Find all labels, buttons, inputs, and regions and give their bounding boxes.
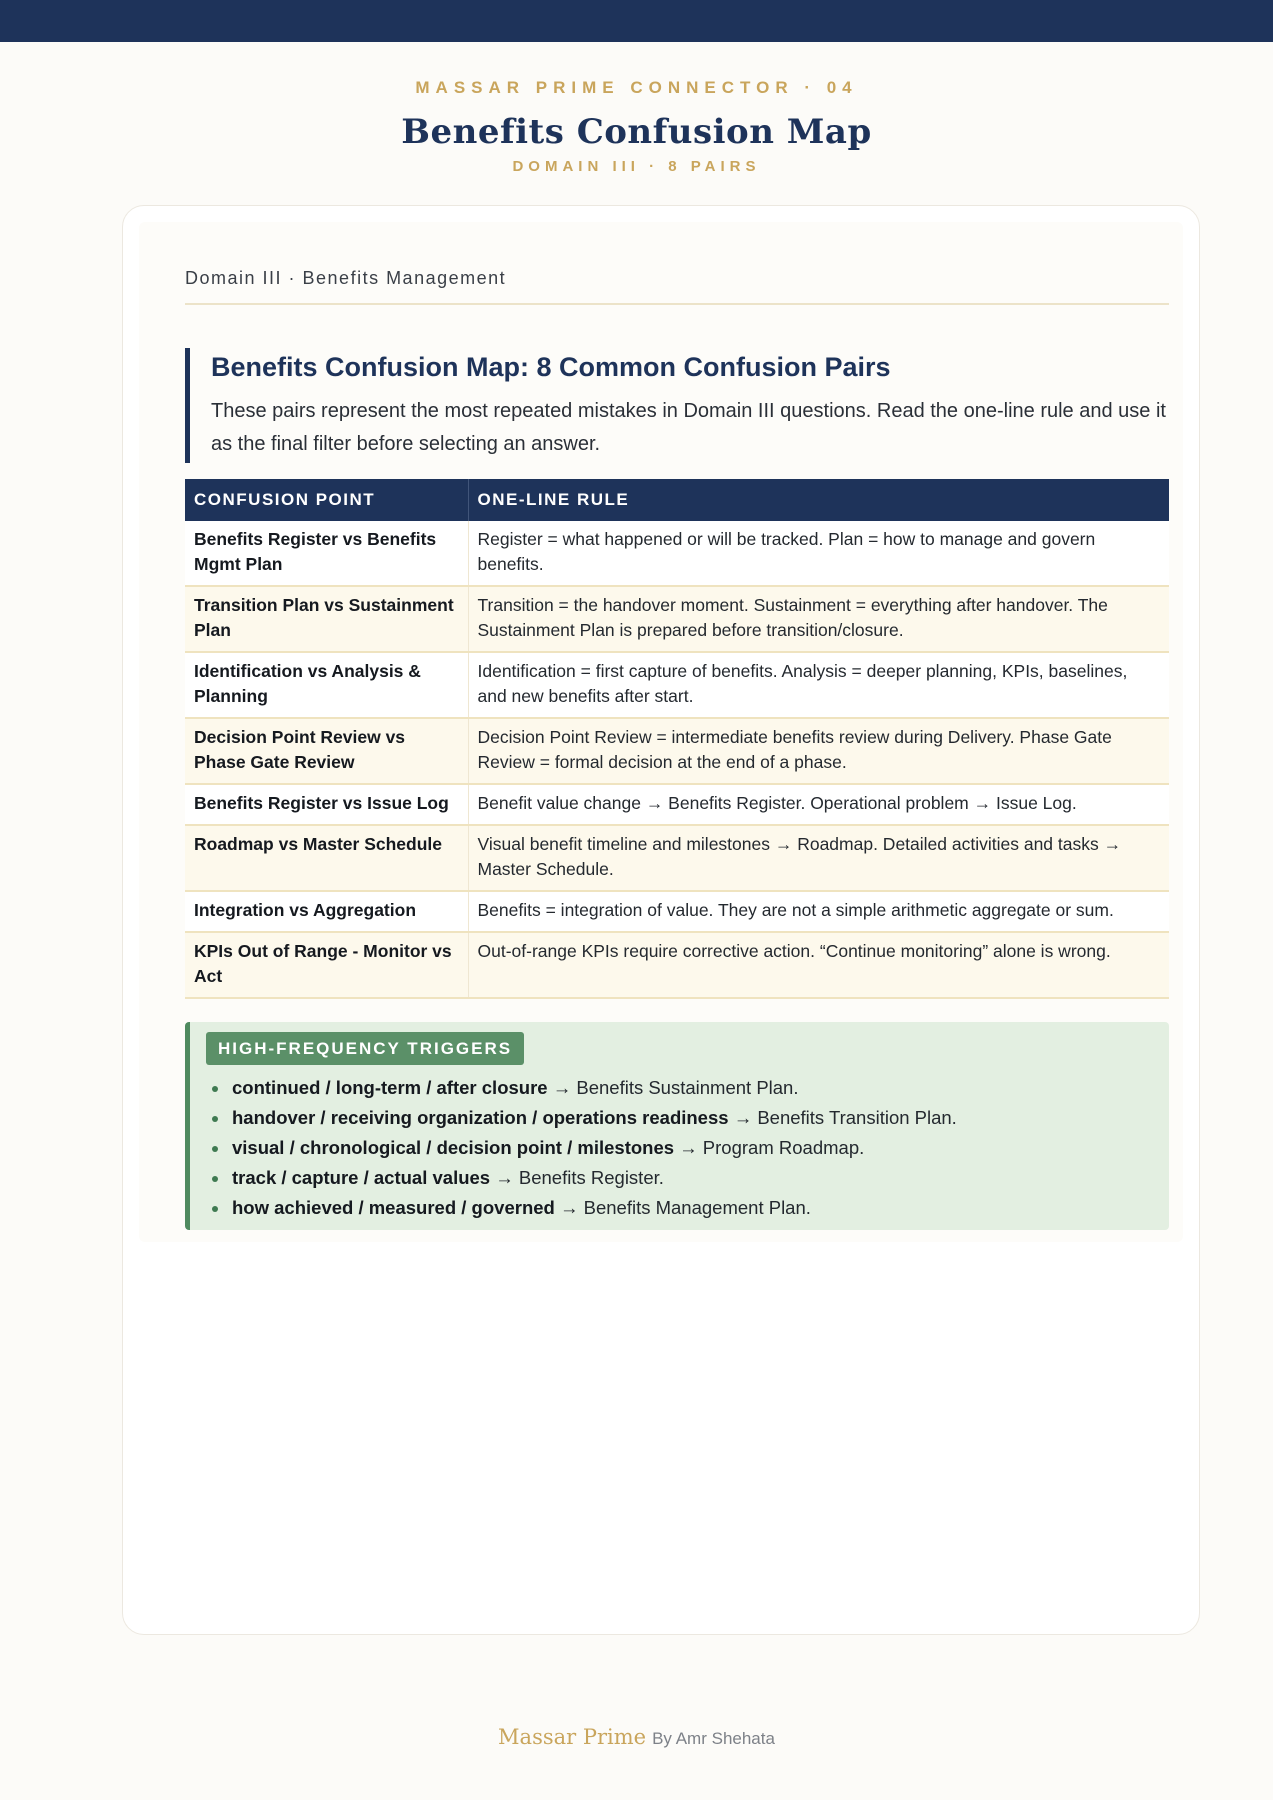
rule-cell: Benefits = integration of value. They are not a simple arithmetic aggregate or sum.: [468, 891, 1169, 932]
confusion-point-cell: Transition Plan vs Sustainment Plan: [185, 586, 468, 652]
page-header: [0, 78, 1273, 175]
confusion-point-cell: Identification vs Analysis & Planning: [185, 652, 468, 718]
intro-callout: [185, 348, 1169, 463]
table-row: [185, 652, 1169, 718]
bullet-icon: [212, 1116, 218, 1122]
section-heading: Benefits Confusion Map: 8 Common Confusion Pairs: [211, 352, 891, 382]
high-frequency-triggers-box: [185, 1022, 1169, 1230]
table-row: [185, 521, 1169, 586]
trigger-keywords: how achieved / measured / governed: [232, 1197, 555, 1218]
trigger-keywords: continued / long-term / after closure: [232, 1077, 548, 1098]
list-item: [206, 1133, 1169, 1163]
bullet-icon: [212, 1206, 218, 1212]
domain-label: Domain III · Benefits Management: [185, 268, 1169, 305]
intro-text: These pairs represent the most repeated mistakes in Domain III questions. Read the one-line rule and use it as the final filter before selecting an answer.: [211, 400, 1166, 455]
list-item: [206, 1163, 1169, 1193]
trigger-target: → Benefits Register.: [495, 1167, 664, 1188]
rule-cell: Transition = the handover moment. Sustainment = everything after handover. The Sustainment Plan is prepared before transition/closure.: [468, 586, 1169, 652]
column-header-one-line-rule: ONE-LINE RULE: [468, 479, 1169, 521]
rule-cell: Visual benefit timeline and milestones → Roadmap. Detailed activities and tasks → Master Schedule.: [468, 825, 1169, 891]
rule-cell: Benefit value change → Benefits Register. Operational problem → Issue Log.: [468, 784, 1169, 825]
trigger-keywords: handover / receiving organization / operations readiness: [232, 1107, 729, 1128]
page-footer: [0, 1725, 1273, 1749]
bullet-icon: [212, 1176, 218, 1182]
confusion-pairs-table: [185, 479, 1169, 999]
list-item: [206, 1193, 1169, 1223]
table-row: [185, 784, 1169, 825]
list-item: [206, 1073, 1169, 1103]
trigger-target: → Program Roadmap.: [679, 1137, 865, 1158]
confusion-point-cell: Benefits Register vs Issue Log: [185, 784, 468, 825]
rule-cell: Identification = first capture of benefits. Analysis = deeper planning, KPIs, baselines, and new benefits after start.: [468, 652, 1169, 718]
rule-cell: Register = what happened or will be tracked. Plan = how to manage and govern benefits.: [468, 521, 1169, 586]
page-title: Benefits Confusion Map: [401, 112, 872, 152]
trigger-target: → Benefits Management Plan.: [559, 1197, 811, 1218]
table-row: [185, 891, 1169, 932]
footer-author: By Amr Shehata: [652, 1729, 775, 1748]
content-card: [122, 205, 1200, 1635]
table-row: [185, 586, 1169, 652]
confusion-point-cell: KPIs Out of Range - Monitor vs Act: [185, 932, 468, 998]
bullet-icon: [212, 1086, 218, 1092]
column-header-confusion-point: CONFUSION POINT: [185, 479, 468, 521]
page-subtitle: DOMAIN III · 8 PAIRS: [512, 158, 761, 175]
triggers-list: [206, 1073, 1169, 1223]
footer-brand: Massar Prime: [498, 1725, 647, 1749]
rule-cell: Out-of-range KPIs require corrective action. “Continue monitoring” alone is wrong.: [468, 932, 1169, 998]
trigger-keywords: track / capture / actual values: [232, 1167, 491, 1188]
confusion-point-cell: Decision Point Review vs Phase Gate Review: [185, 718, 468, 784]
confusion-point-cell: Roadmap vs Master Schedule: [185, 825, 468, 891]
bullet-icon: [212, 1146, 218, 1152]
content-panel: [139, 222, 1183, 1242]
trigger-target: → Benefits Transition Plan.: [733, 1107, 957, 1128]
triggers-tag: HIGH-FREQUENCY TRIGGERS: [206, 1032, 524, 1065]
confusion-point-cell: Benefits Register vs Benefits Mgmt Plan: [185, 521, 468, 586]
table-header-row: [185, 479, 1169, 521]
rule-cell: Decision Point Review = intermediate benefits review during Delivery. Phase Gate Review = formal decision at the end of a phase.: [468, 718, 1169, 784]
list-item: [206, 1103, 1169, 1133]
top-banner-bar: [0, 0, 1273, 42]
trigger-target: → Benefits Sustainment Plan.: [552, 1077, 799, 1098]
series-kicker: MASSAR PRIME CONNECTOR · 04: [415, 78, 858, 97]
trigger-keywords: visual / chronological / decision point / milestones: [232, 1137, 675, 1158]
table-row: [185, 825, 1169, 891]
confusion-point-cell: Integration vs Aggregation: [185, 891, 468, 932]
table-row: [185, 932, 1169, 998]
table-row: [185, 718, 1169, 784]
